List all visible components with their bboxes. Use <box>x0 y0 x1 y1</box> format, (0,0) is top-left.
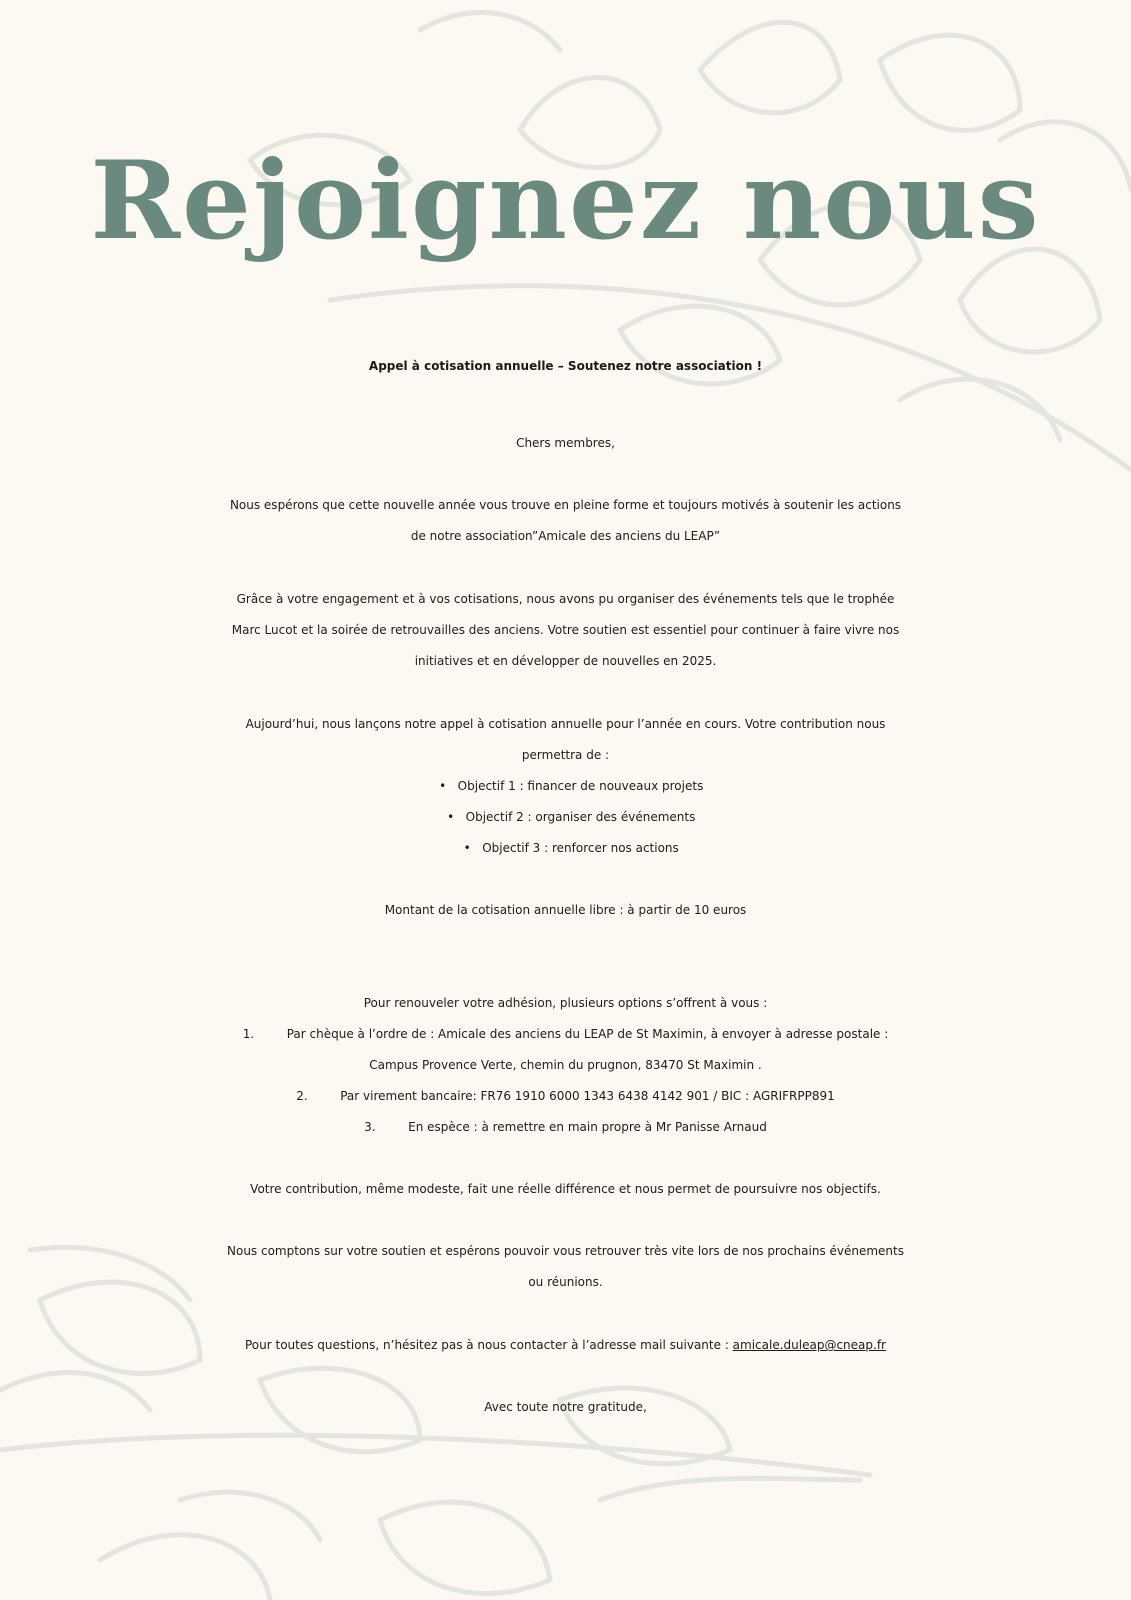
option-text: Par virement bancaire: FR76 1910 6000 1343 6438 4142 901 / BIC : AGRIFRPP891 <box>340 1089 835 1103</box>
option-number: 2. <box>296 1089 308 1103</box>
objective-text: Objectif 2 : organiser des événements <box>465 810 696 824</box>
hope-line-1: Nous comptons sur votre soutien et espérons pouvoir vous retrouver très vite lors de nos prochains événements <box>227 1244 904 1258</box>
renew-intro: Pour renouveler votre adhésion, plusieurs options s’offrent à vous : <box>363 996 768 1010</box>
contribution-text: Votre contribution, même modeste, fait une réelle différence et nous permet de poursuivre nos objectifs. <box>250 1182 881 1196</box>
appeal-line-1: Aujourd’hui, nous lançons notre appel à cotisation annuelle pour l’année en cours. Votre contribution nous <box>245 717 886 731</box>
greeting: Chers membres, <box>516 436 615 450</box>
appeal-line-2: permettra de : <box>521 748 610 762</box>
option-1-line-2: Campus Provence Verte, chemin du prugnon, 83470 St Maximin . <box>369 1058 762 1072</box>
closing-text: Avec toute notre gratitude, <box>484 1400 647 1414</box>
objective-text: Objectif 1 : financer de nouveaux projets <box>457 779 704 793</box>
objective-item-3 <box>0 833 1131 864</box>
hope-line-2: ou réunions. <box>528 1275 603 1289</box>
objective-item-2 <box>0 802 1131 833</box>
amount-text: Montant de la cotisation annuelle libre : à partir de 10 euros <box>384 903 747 917</box>
bullet-icon: • <box>439 779 447 793</box>
objective-text: Objectif 3 : renforcer nos actions <box>482 841 679 855</box>
thanks-line-3: initiatives et en développer de nouvelles en 2025. <box>414 654 717 668</box>
contact-line <box>0 1330 1131 1361</box>
objective-item-1 <box>0 771 1131 802</box>
letter-subtitle: Appel à cotisation annuelle – Soutenez notre association ! <box>368 359 763 373</box>
option-text: En espèce : à remettre en main propre à Mr Panisse Arnaud <box>408 1120 767 1134</box>
contact-email-link[interactable]: amicale.duleap@cneap.fr <box>732 1338 886 1352</box>
contact-prefix: Pour toutes questions, n’hésitez pas à nous contacter à l’adresse mail suivante : <box>245 1338 733 1352</box>
thanks-line-2: Marc Lucot et la soirée de retrouvailles des anciens. Votre soutien est essentiel pour continuer à faire vivre nos <box>231 623 900 637</box>
bullet-icon: • <box>463 841 471 855</box>
option-number: 1. <box>242 1027 255 1041</box>
intro-line-1: Nous espérons que cette nouvelle année vous trouve en pleine forme et toujours motivés à soutenir les actions <box>229 498 902 512</box>
page-title: Rejoignez nous <box>90 138 1041 264</box>
bullet-icon: • <box>447 810 455 824</box>
option-2 <box>0 1081 1131 1112</box>
option-text: Par chèque à l’ordre de : Amicale des anciens du LEAP de St Maximin, à envoyer à adresse postale : <box>286 1027 889 1041</box>
option-1-line-1 <box>0 1019 1131 1050</box>
thanks-line-1: Grâce à votre engagement et à vos cotisations, nous avons pu organiser des événements tels que le trophée <box>236 592 895 606</box>
option-3 <box>0 1112 1131 1143</box>
intro-line-2: de notre association”Amicale des anciens du LEAP” <box>410 529 721 543</box>
option-number: 3. <box>364 1120 376 1134</box>
